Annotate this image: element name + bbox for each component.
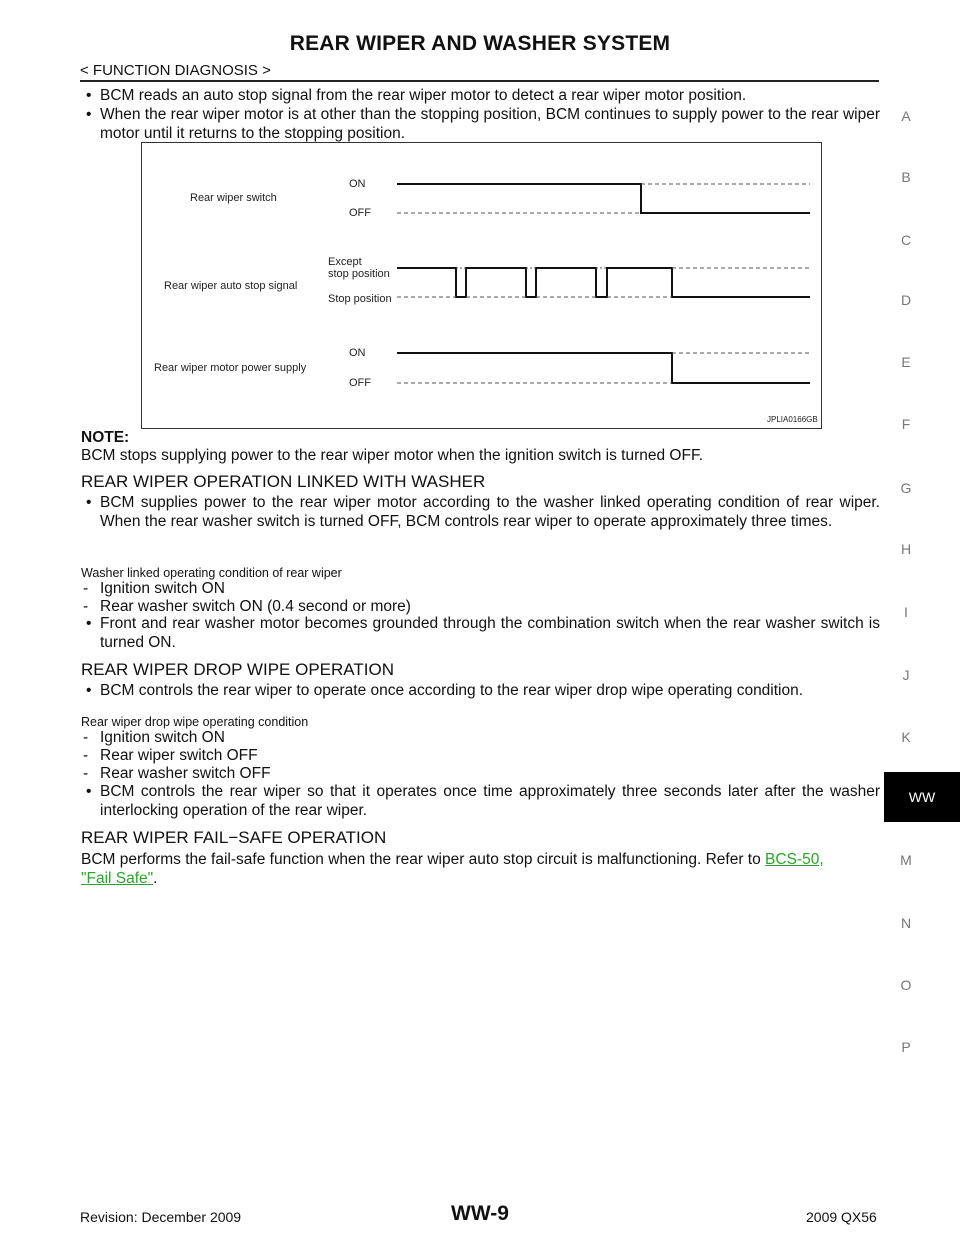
failsafe-text: [81, 850, 880, 888]
side-index-ww-active[interactable]: WW: [884, 772, 960, 822]
waveform-auto-stop: [397, 268, 810, 297]
side-index-o[interactable]: O: [900, 977, 912, 993]
state-label-off-3: OFF: [349, 377, 371, 389]
side-index-i[interactable]: I: [904, 604, 908, 620]
header-rule: [80, 80, 879, 82]
row-label-wiper-switch: Rear wiper switch: [190, 192, 277, 204]
side-index-p[interactable]: P: [901, 1039, 911, 1055]
bullet-marker: •: [86, 494, 92, 511]
dash-marker: -: [83, 729, 89, 746]
figure-code: JPLIA0166GB: [767, 415, 818, 424]
side-index-f[interactable]: F: [901, 416, 911, 432]
footer-model: 2009 QX56: [806, 1209, 877, 1225]
state-label-except-2: stop position: [328, 268, 390, 280]
note-text: BCM stops supplying power to the rear wiper motor when the ignition switch is turned OFF.: [81, 447, 703, 464]
dash-marker: -: [83, 765, 89, 782]
intro-bullet-2-text: When the rear wiper motor is at other than the stopping position, BCM continues to supply power to the rear wiper motor until it returns to the stopping position.: [100, 106, 880, 142]
side-index-d[interactable]: D: [900, 292, 912, 308]
drop-bullet-1: [80, 681, 880, 700]
link-bcs-50[interactable]: BCS-50,: [765, 851, 824, 868]
waveform-wiper-switch: [397, 184, 810, 213]
bullet-marker: •: [86, 106, 92, 123]
timing-diagram-svg: [142, 143, 820, 427]
footer-page-number: WW-9: [451, 1202, 509, 1225]
timing-diagram: [141, 142, 822, 429]
heading-washer: REAR WIPER OPERATION LINKED WITH WASHER: [81, 472, 486, 491]
side-index-n[interactable]: N: [900, 915, 912, 931]
side-index-b[interactable]: B: [901, 169, 911, 185]
intro-bullet-1-text: BCM reads an auto stop signal from the rear wiper motor to detect a rear wiper motor position.: [100, 87, 747, 104]
drop-condition-1: [80, 728, 880, 747]
failsafe-text-body: BCM performs the fail-safe function when the rear wiper auto stop circuit is malfunctioning. Refer to: [81, 851, 761, 868]
bullet-marker: •: [86, 615, 92, 632]
row-label-auto-stop: Rear wiper auto stop signal: [164, 280, 298, 292]
state-label-stop: Stop position: [328, 293, 392, 305]
drop-bullet-2: [80, 782, 880, 820]
side-index-c[interactable]: C: [900, 232, 912, 248]
state-label-except-1: Except: [328, 256, 362, 268]
bullet-marker: •: [86, 783, 92, 800]
dash-marker: -: [83, 598, 89, 615]
drop-bullet-2-text: BCM controls the rear wiper so that it operates once time approximately three seconds later after the washer interlocking operation of the rear wiper.: [100, 783, 880, 819]
failsafe-text-end: .: [153, 870, 158, 887]
footer-revision: Revision: December 2009: [80, 1209, 242, 1225]
link-fail-safe[interactable]: "Fail Safe": [81, 870, 154, 887]
heading-drop-wipe: REAR WIPER DROP WIPE OPERATION: [81, 660, 394, 679]
washer-bullet-2-text: Front and rear washer motor becomes grounded through the combination switch when the rear washer switch is turned ON.: [100, 615, 880, 651]
page-title: REAR WIPER AND WASHER SYSTEM: [289, 32, 671, 55]
side-index-e[interactable]: E: [901, 354, 911, 370]
intro-bullet-2: [80, 105, 880, 143]
bullet-marker: •: [86, 682, 92, 699]
drop-condition-2: [80, 746, 880, 765]
washer-bullet-2: [80, 614, 880, 652]
side-index-m[interactable]: M: [900, 852, 912, 868]
heading-fail-safe: REAR WIPER FAIL−SAFE OPERATION: [81, 828, 387, 847]
drop-condition-1-text: Ignition switch ON: [100, 729, 225, 746]
washer-condition-2-text: Rear washer switch ON (0.4 second or more): [100, 598, 411, 615]
drop-bullet-1-text: BCM controls the rear wiper to operate once according to the rear wiper drop wipe operating condition.: [100, 682, 804, 699]
drop-condition-2-text: Rear wiper switch OFF: [100, 747, 258, 764]
state-label-off-1: OFF: [349, 207, 371, 219]
side-index-g[interactable]: G: [900, 480, 912, 496]
drop-condition-3-text: Rear washer switch OFF: [100, 765, 271, 782]
breadcrumb: < FUNCTION DIAGNOSIS >: [80, 62, 271, 79]
side-index-k[interactable]: K: [901, 729, 911, 745]
side-index-h[interactable]: H: [900, 541, 912, 557]
bullet-marker: •: [86, 87, 92, 104]
state-label-on-1: ON: [349, 178, 366, 190]
intro-bullet-1: [80, 86, 880, 105]
washer-condition-1: [80, 579, 880, 598]
washer-bullet-1: [80, 493, 880, 531]
washer-condition-title: Washer linked operating condition of rear wiper: [81, 566, 342, 580]
side-index-a[interactable]: A: [901, 108, 911, 124]
washer-condition-1-text: Ignition switch ON: [100, 580, 225, 597]
washer-bullet-1-text: BCM supplies power to the rear wiper motor according to the washer linked operating condition of rear wiper. When the rear washer switch is turned OFF, BCM controls rear wiper to operate approximately three times.: [100, 494, 880, 530]
dash-marker: -: [83, 747, 89, 764]
waveform-motor-power: [397, 353, 810, 383]
side-index-j[interactable]: J: [902, 667, 910, 683]
dash-marker: -: [83, 580, 89, 597]
row-label-motor-power: Rear wiper motor power supply: [154, 362, 307, 374]
drop-condition-title: Rear wiper drop wipe operating condition: [81, 715, 309, 729]
note-label: NOTE:: [81, 429, 130, 446]
state-label-on-3: ON: [349, 347, 366, 359]
drop-condition-3: [80, 764, 880, 783]
